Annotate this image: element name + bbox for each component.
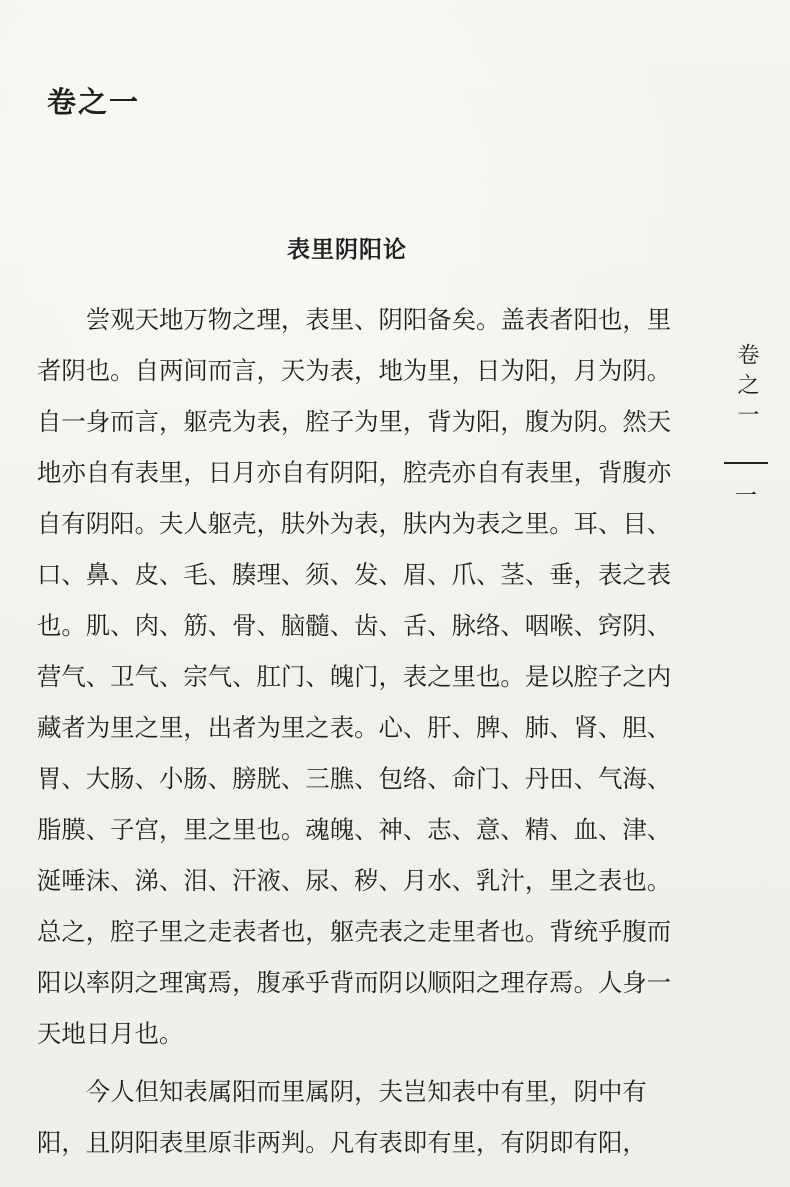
page-number: 一 xyxy=(734,484,757,509)
paragraph-2: 今人但知表属阳而里属阴，夫岂知表中有里，阴中有阳，且阴阳表里原非两判。凡有表即有里，有阴即有阳， xyxy=(37,1077,647,1157)
body-text xyxy=(37,294,677,1168)
side-divider xyxy=(724,462,768,464)
volume-title: 卷之一 xyxy=(47,85,141,119)
side-chapter-label: 卷之一 xyxy=(734,343,759,433)
section-title: 表里阴阳论 xyxy=(287,236,407,263)
paragraph-1: 尝观天地万物之理，表里、阴阳备矣。盖表者阳也，里者阴也。自两间而言，天为表，地为里，日为阳，月为阴。自一身而言，躯壳为表，腔子为里，背为阳，腹为阴。然天地亦自有表里，日月亦自有阴阳，腔壳亦自有表里，背腹亦自有阴阳。夫人躯壳，肤外为表，肤内为表之里。耳、目、口、鼻、皮、毛、腠理、须、发、眉、爪、茎、垂，表之表也。肌、肉、筋、骨、脑髓、齿、舌、脉络、咽喉、窍阴、营气、卫气、宗气、肛门、魄门，表之里也。是以腔子之内藏者为里之里，出者为里之表。心、肝、脾、肺、肾、胆、胃、大肠、小肠、膀胱、三膲、包络、命门、丹田、气海、脂膜、子宫，里之里也。魂魄、神、志、意、精、血、津、涎唾沫、涕、泪、汗液、尿、秽、月水、乳汁，里之表也。总之，腔子里之走表者也，躯壳表之走里者也。背统乎腹而阳以率阴之理寓焉，腹承乎背而阴以顺阳之理存焉。人身一天地日月也。 xyxy=(37,305,672,1048)
side-marker xyxy=(724,340,768,508)
